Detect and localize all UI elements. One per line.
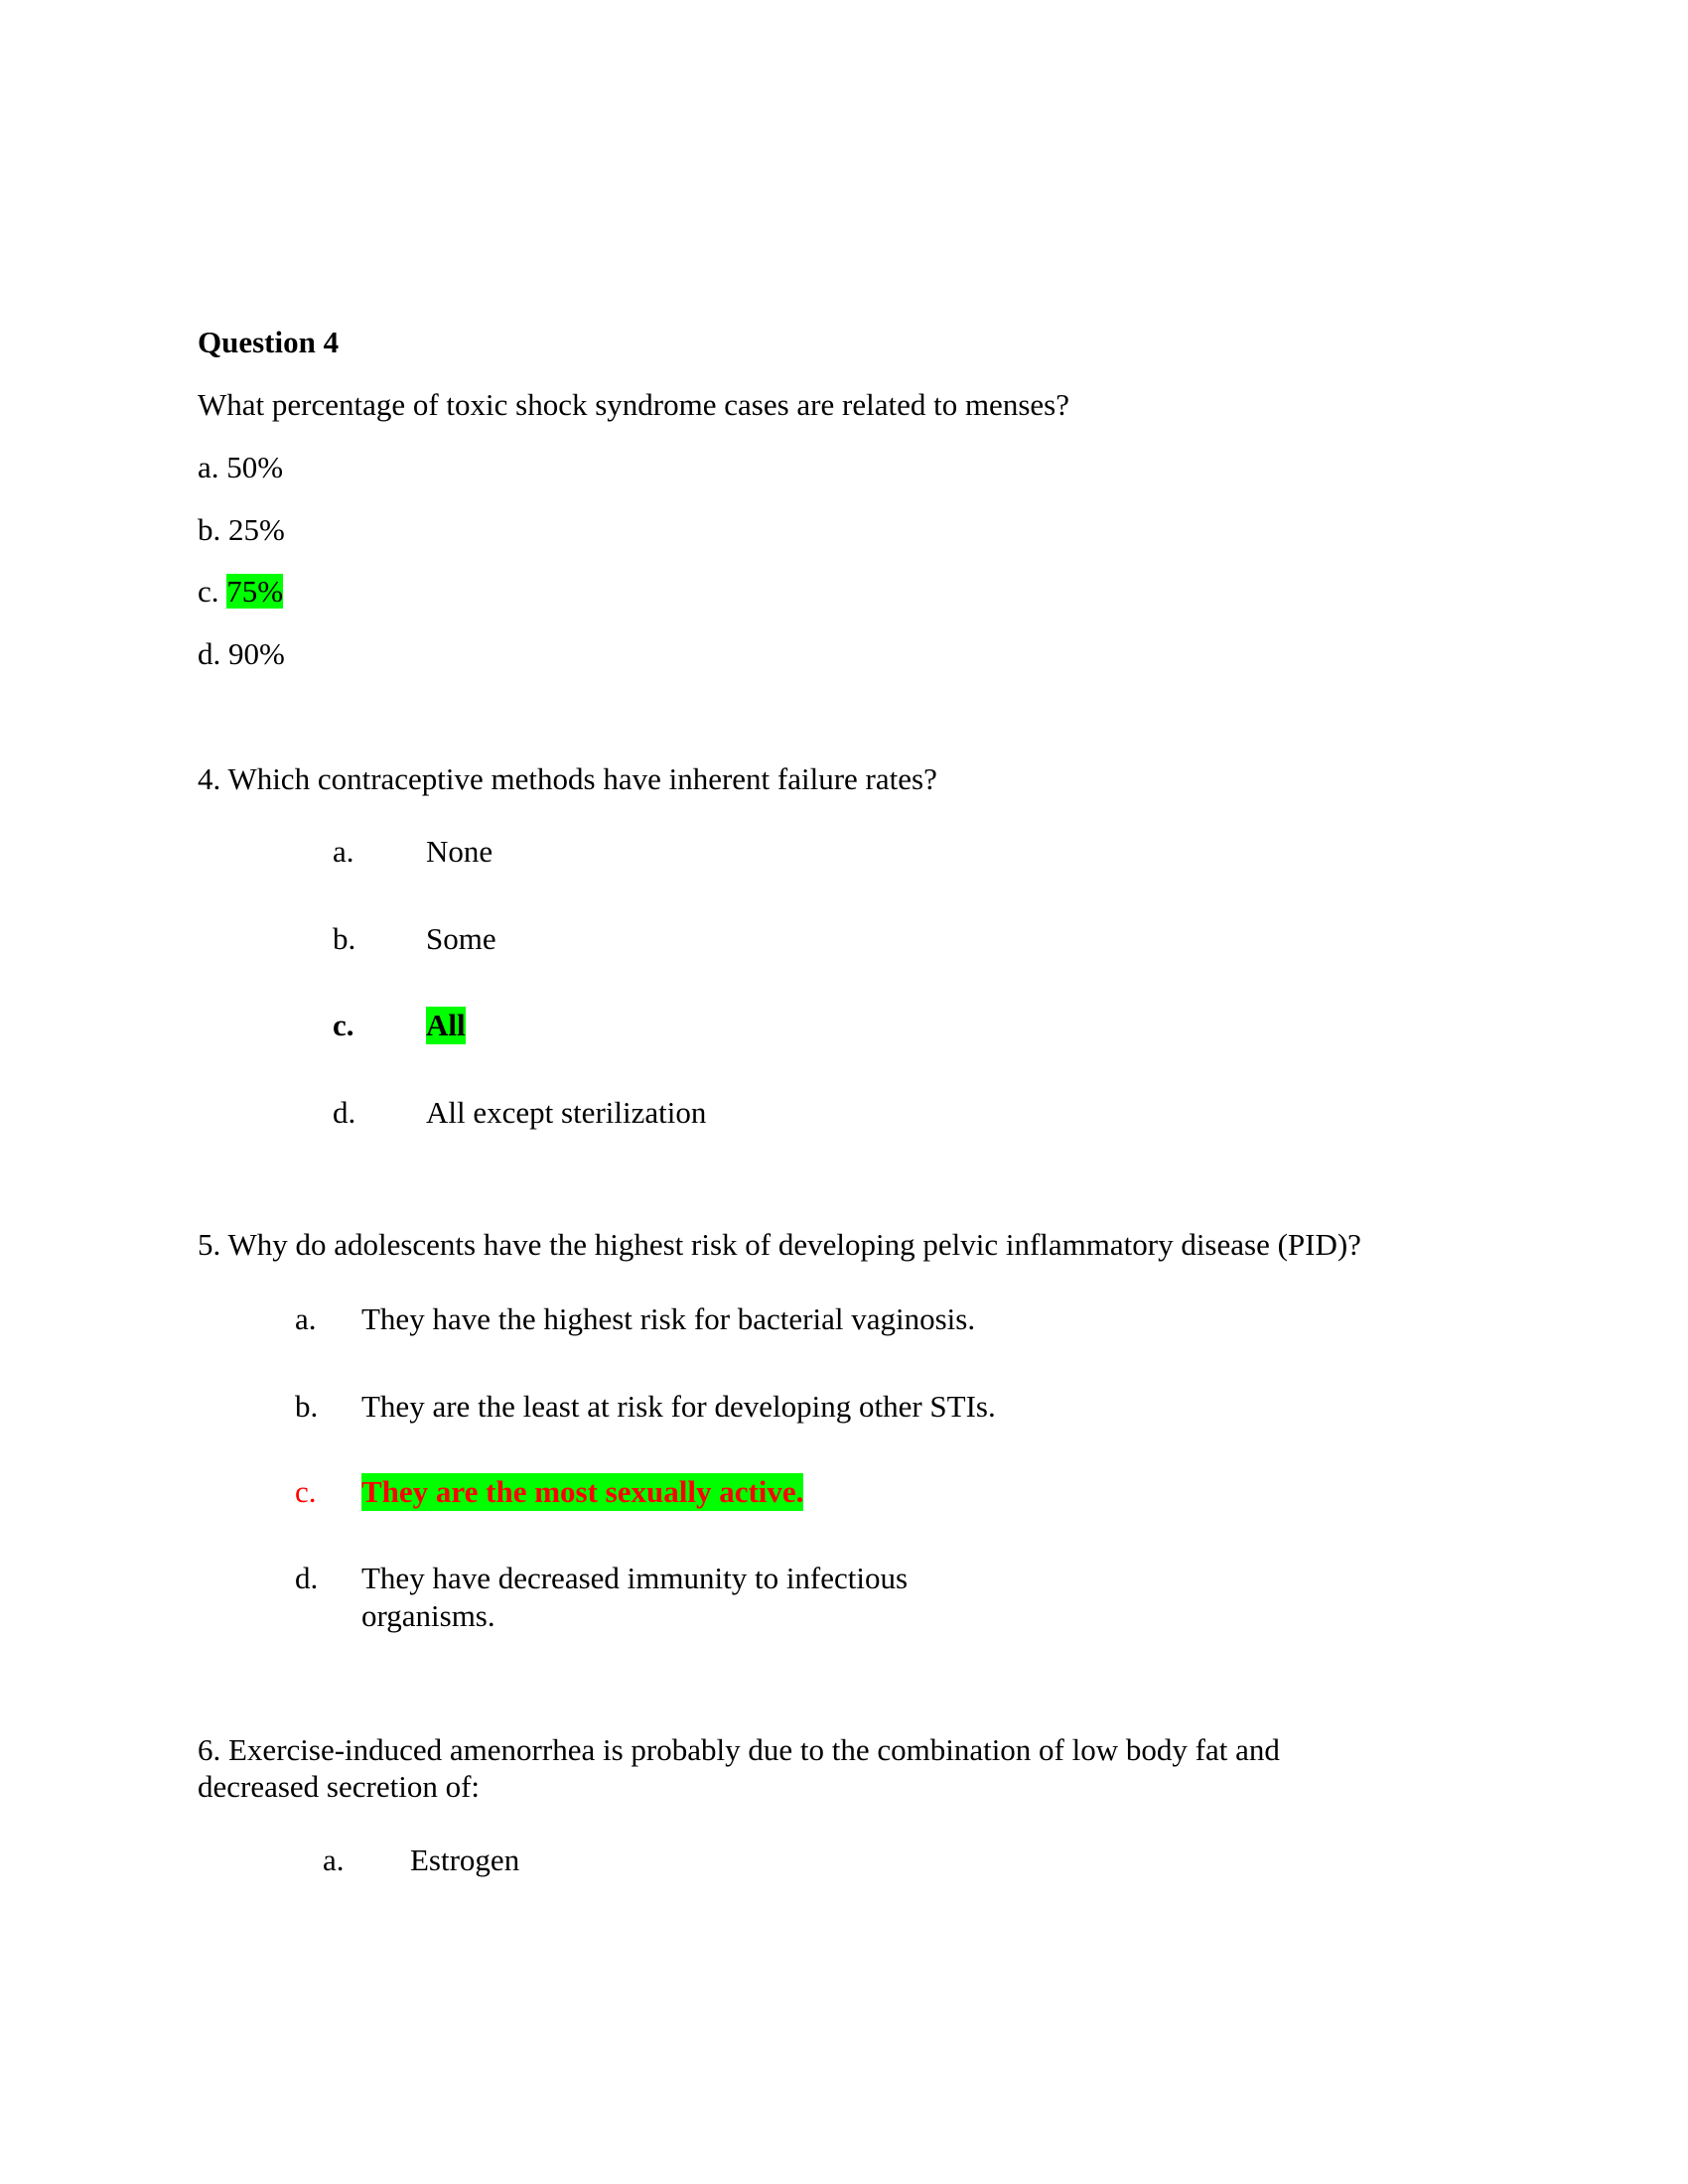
answer-option [198,511,285,549]
answer-option-correct [198,573,283,611]
question-prompt: 4. Which contraceptive methods have inherent failure rates? [198,761,937,796]
option-letter: a. [295,1301,317,1336]
option-letter: a. [323,1843,345,1877]
option-letter: d. [198,636,221,671]
option-text: None [426,834,493,869]
option-letter: a. [198,450,219,484]
highlighted-answer-text: 75% [226,574,284,609]
option-letter: c. [295,1474,317,1509]
option-letter: d. [295,1561,319,1595]
option-text: Estrogen [410,1843,520,1877]
option-letter: b. [333,921,356,956]
option-letter: b. [295,1389,319,1424]
option-text: Some [426,921,496,956]
highlighted-answer-text: All [426,1008,466,1042]
option-letter: d. [333,1095,356,1130]
option-letter: b. [198,512,221,547]
answer-option [198,635,285,673]
answer-option [198,449,283,486]
option-text: They have the highest risk for bacterial vaginosis. [361,1301,976,1336]
option-text: They are the least at risk for developing other STIs. [361,1389,996,1424]
highlighted-answer-text: They are the most sexually active. [361,1474,804,1509]
option-letter: a. [333,834,354,869]
option-text: 25% [228,512,285,547]
option-text-line2: organisms. [361,1598,495,1633]
question-prompt: 5. Why do adolescents have the highest risk of developing pelvic inflammatory disease (PID)? [198,1227,1361,1262]
option-text: All except sterilization [426,1095,707,1130]
option-letter: c. [333,1008,354,1042]
question-prompt-line1: 6. Exercise-induced amenorrhea is probably due to the combination of low body fat and [198,1732,1280,1767]
question-heading: Question 4 [198,325,340,359]
question-prompt-line2: decreased secretion of: [198,1769,481,1804]
option-letter: c. [198,574,219,609]
option-text-line1: They have decreased immunity to infectious [361,1561,909,1595]
option-text: 50% [226,450,284,484]
question-prompt: What percentage of toxic shock syndrome cases are related to menses? [198,387,1069,422]
option-text: 90% [228,636,285,671]
